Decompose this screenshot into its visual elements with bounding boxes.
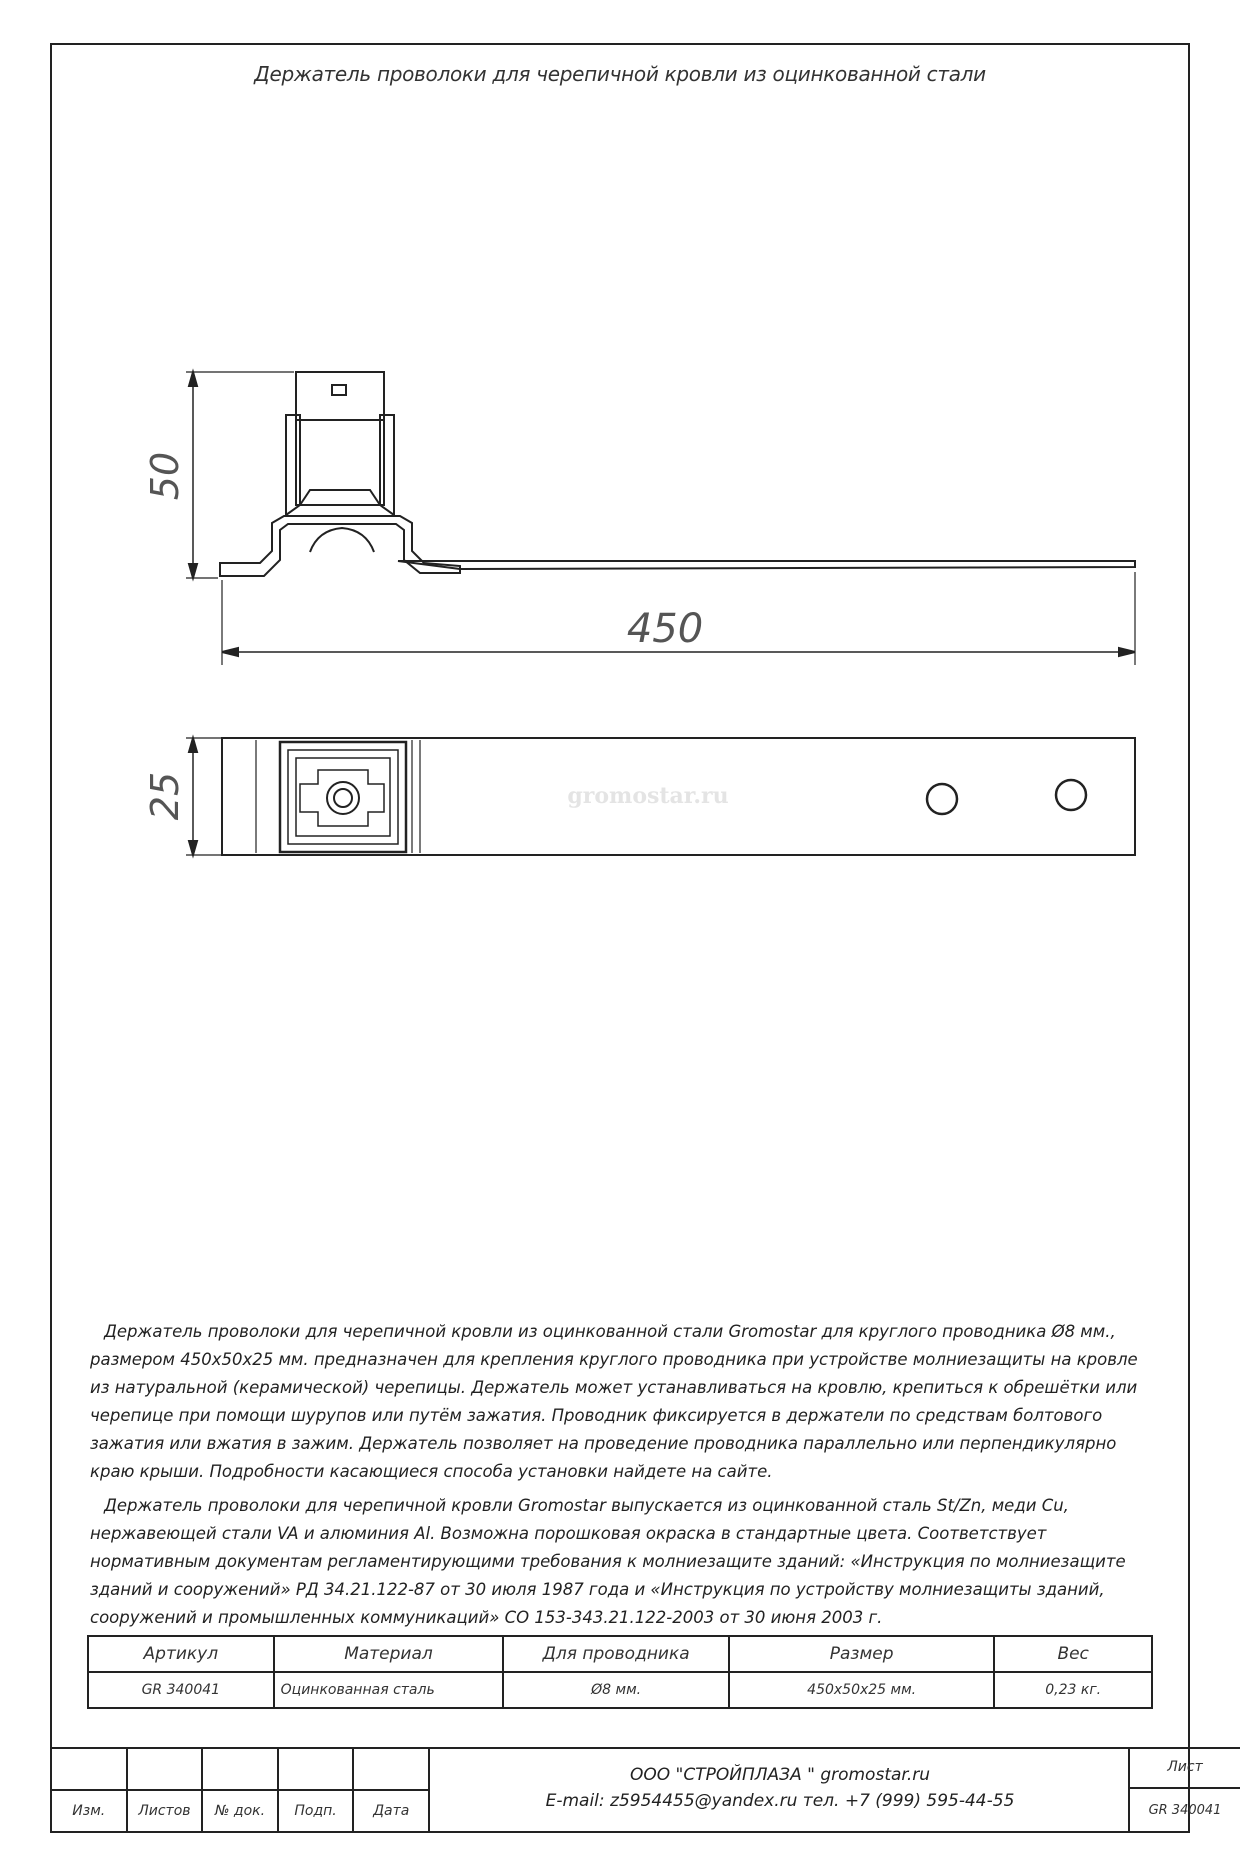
mounting-hole-2 <box>1056 780 1086 810</box>
bent-base-profile <box>220 516 460 576</box>
company-contacts: E-mail: z5954455@yandex.ru тел. +7 (999) 595-44-55 <box>545 1791 1015 1811</box>
spec-material-value: Оцинкованная сталь <box>274 1672 504 1708</box>
revision-cell <box>127 1748 203 1790</box>
sheet-code: GR 340041 <box>1148 1803 1222 1818</box>
spec-header-article: Артикул <box>88 1636 274 1672</box>
clamp-slot <box>332 385 346 395</box>
revision-cell <box>51 1748 127 1790</box>
revision-cell <box>278 1748 354 1790</box>
revision-cell <box>353 1748 429 1790</box>
label-sheets: Листов <box>127 1790 203 1832</box>
company-name: ООО "СТРОЙПЛАЗА " gromostar.ru <box>630 1765 930 1785</box>
dim-length-value: 450 <box>626 606 704 652</box>
clamp-frame <box>288 750 398 844</box>
spec-header-row <box>88 1636 1152 1672</box>
revision-cell <box>202 1748 278 1790</box>
spec-header-conductor: Для проводника <box>503 1636 729 1672</box>
spec-header-size: Размер <box>729 1636 994 1672</box>
watermark: gromostar.ru <box>567 783 729 809</box>
dim-height-arrow-bottom <box>189 564 197 578</box>
product-description <box>90 1318 1150 1632</box>
roller-top <box>310 528 374 552</box>
revision-empty-row <box>51 1748 429 1790</box>
label-date: Дата <box>353 1790 429 1832</box>
bolt-washer <box>327 782 359 814</box>
spec-header-weight: Вес <box>994 1636 1152 1672</box>
dim-width-value: 25 <box>143 771 187 821</box>
company-info <box>430 1747 1130 1833</box>
dim-width-arrow-top <box>189 738 197 752</box>
dim-height-arrow-top <box>189 372 197 386</box>
spec-size-value: 450x50x25 мм. <box>729 1672 994 1708</box>
description-paragraph-1: Держатель проволоки для черепичной кровли из оцинкованной стали Gromostar для круглого проводника Ø8 мм., размером 450x50x25 мм. предназначен для крепления круглого проводника при устройстве молниезащиты на кровле из натуральной (керамической) черепицы. Держатель может устанавливаться на кровлю, крепиться к обрешётки или черепице при помощи шурупов или путём зажатия. Проводник фиксируется в держатели по средствам болтового зажатия или вжатия в зажим. Держатель позволяет на проведение проводника параллельно или перпендикулярно краю крыши. Подробности касающиеся способа установки найдете на сайте. <box>90 1322 1138 1481</box>
clamp-right-wing <box>380 415 394 515</box>
spec-header-material: Материал <box>274 1636 504 1672</box>
revision-label-row <box>51 1790 429 1832</box>
sheet-box <box>1128 1747 1240 1833</box>
dim-length-arrow-left <box>222 648 238 656</box>
spec-weight-value: 0,23 кг. <box>994 1672 1152 1708</box>
revision-grid <box>50 1747 430 1833</box>
dim-length-arrow-right <box>1119 648 1135 656</box>
dim-width-arrow-bottom <box>189 841 197 855</box>
clamp-inner <box>300 490 380 505</box>
description-paragraph-2: Держатель проволоки для черепичной кровли Gromostar выпускается из оцинкованной сталь St/Zn, меди Cu, нержавеющей стали VA и алюминия Al. Возможна порошковая окраска в стандартные цвета. Соответствует нормативным документам регламентирующими требования к молниезащите зданий: «Инструкция по молниезащите зданий и сооружений» РД 34.21.122-87 от 30 июля 1987 года и «Инструкция по устройству молниезащиты зданий, сооружений и промышленных коммуникаций» СО 153-343.21.122-2003 от 30 июня 2003 г. <box>90 1496 1126 1627</box>
label-doc-number: № док. <box>202 1790 278 1832</box>
bolt-hole <box>334 789 352 807</box>
label-signature: Подп. <box>278 1790 354 1832</box>
sheet-label: Лист <box>1130 1749 1240 1789</box>
clamp-left-wing <box>286 415 300 515</box>
document-title: Держатель проволоки для черепичной кровли из оцинкованной стали <box>254 62 986 86</box>
strip-side <box>398 561 1135 569</box>
dim-height-value: 50 <box>143 451 187 501</box>
label-change: Изм. <box>51 1790 127 1832</box>
technical-drawing <box>0 0 1200 900</box>
spec-data-row <box>88 1672 1152 1708</box>
spec-article-value: GR 340041 <box>88 1672 274 1708</box>
spec-conductor-value: Ø8 мм. <box>503 1672 729 1708</box>
clamp-saddle <box>300 770 384 826</box>
spec-table <box>87 1635 1153 1709</box>
title-block <box>50 1747 1222 1833</box>
mounting-hole-1 <box>927 784 957 814</box>
